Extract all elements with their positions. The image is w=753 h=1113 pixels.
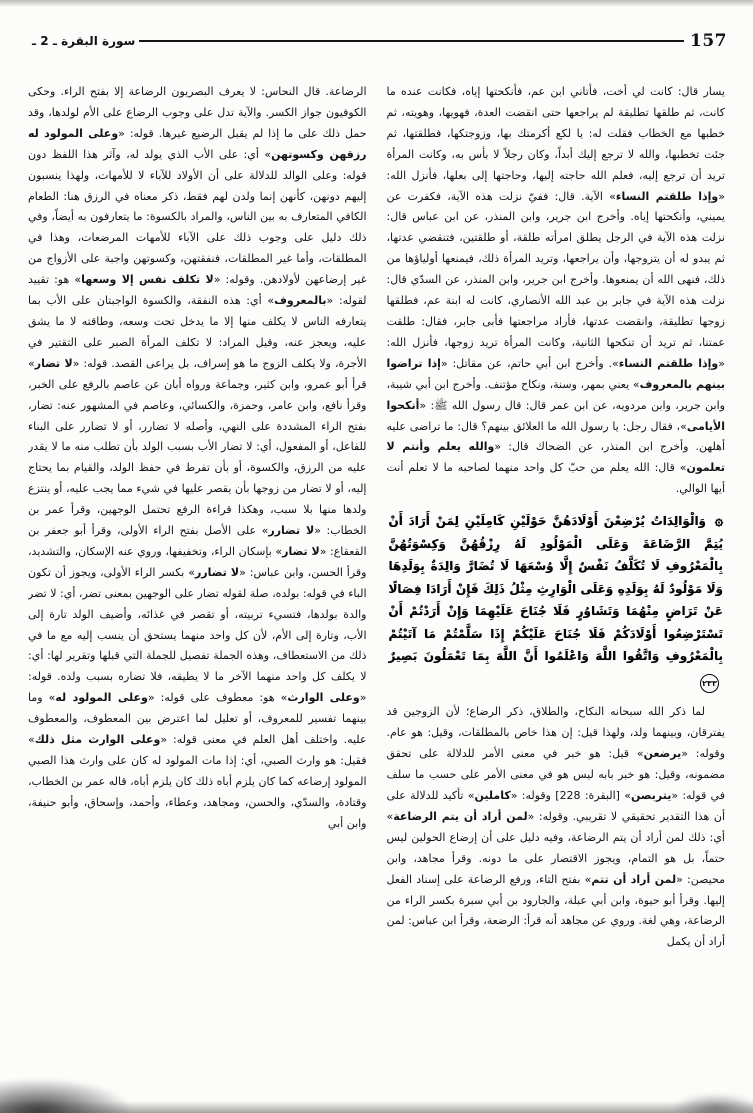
commentary-paragraph: يسار قال: كانت لي أخت، فأتاني ابن عم، فأنكحتها إياه، فكانت عنده ما كانت، ثم طلقها تطليقة لم يراجعها حتى انقضت العدة، فهويها، وهويته، ثم خطبها مع الخطاب فقلت له: يا لكع أكرمتك بها، وزوجتكها، فطلقتها، ثم جئت تخطبها، والله لا ترجع إليك أبداً، وكان رجلاً لا بأس به، وكانت المرأة تريد أن ترجع إليه، فعلم الله حاجته إليها، وحاجتها إلى بعلها، فأنزل الله: «وإذا طلقتم النساء» الآية. قال: ففيّ نزلت هذه الآية، فكفرت عن يميني، وأنكحتها إياه. وأخرج ابن جرير، وابن المنذر، عن ابن عباس قال: نزلت هذه الآية في الرجل يطلق امرأته طلقة، أو طلقتين، فتنقضي عدتها، ثم يبدو له أن يتزوجها، وأن يراجعها، وتريد المرأة ذلك، فيمنعها أولياؤها من ذلك، فنهى الله أن يمنعوها. وأخرج ابن جرير، وابن المنذر، عن السدّي قال: نزلت هذه الآية في جابر بن عبد الله الأنصاري، كانت له ابنة عم، فطلقها زوجها تطليقة، وانقضت عدتها، فأراد مراجعتها فأبى جابر، فقال: طلقت عمتنا، ثم تريد أن تنكحها الثانية، وكانت المرأة تريد زوجها، فأنزل الله: «وإذا طلقتم النساء». وأخرج ابن أبي حاتم، عن مقاتل: «إذا تراضوا بينهم بالمعروف» يعني بمهر، وسنة، ونكاح مؤتنف. وأخرج ابن أبي شيبة، وابن جرير، وابن مردويه، عن ابن عمر قال: قال رسول الله ﷺ: «أنكحوا الأيامى»، فقال رجل: يا رسول الله ما العلائق بينهم؟ قال: ما تراضى عليه أهلهن. وأخرج ابن المنذر، عن الضحاك قال: «والله يعلم وأنتم لا تعلمون» قال: الله يعلم من حبّ كل واحد منهما لصاحبه ما لا تعلم أنت أيها الوالي.	[386, 85, 725, 496]
page-number: 157	[690, 31, 727, 51]
text-columns	[28, 82, 725, 1089]
quran-verse-block	[389, 510, 724, 693]
commentary-paragraph: لما ذكر الله سبحانه النكاح، والطلاق، ذكر الرضاع؛ لأن الزوجين قد يفترقان، وبينهما ولد، ولهذا قيل: إن هذا خاص بالمطلقات، وقيل: هو عام. وقوله: «يرضعن» قيل: هو خبر في معنى الأمر للدلالة على تحقق مضمونه، وقيل: هو خبر بابه ليس هو في معنى الأمر على حسب ما سلف في قوله: «يتربصن» [البقرة: 228] وقوله: «كاملين» تأكيد للدلالة على أن هذا التقدير تحقيقي لا تقريبي. وقوله: «لمن أراد أن يتم الرضاعة» أي: ذلك لمن أراد أن يتم الرضاعة، وفيه دليل على أن إرضاع الحولين ليس حتماً، بل هو التمام، ويجوز الاقتصار على ما دونه. وقرأ مجاهد، وابن محيصن: «لمن أراد أن تتم» بفتح التاء، ورفع الرضاعة على إسناد الفعل إليها. وقرأ أبو حيوة، وابن أبي عبلة، والجارود بن أبي سبرة بكسر الراء من الرضاعة، وهي لغة. وروي عن مجاهد أنه قرأ: الرضعة، وقرأ ابن عباس: لمن أراد أن يكمل	[386, 705, 725, 949]
quran-verse-text: وَالْوَالِدَاتُ يُرْضِعْنَ أَوْلَادَهُنَّ حَوْلَيْنِ كَامِلَيْنِ لِمَنْ أَرَادَ أَنْ يُتِمَّ الرَّضَاعَةَ وَعَلَى الْمَوْلُودِ لَهُ رِزْقُهُنَّ وَكِسْوَتُهُنَّ بِالْمَعْرُوفِ لَا تُكَلَّفُ نَفْسٌ إِلَّا وُسْعَهَا لَا تُضَارَّ وَالِدَةٌ بِوَلَدِهَا وَلَا مَوْلُودٌ لَهُ بِوَلَدِهِ وَعَلَى الْوَارِثِ مِثْلُ ذَلِكَ فَإِنْ أَرَادَا فِصَالًا عَنْ تَرَاضٍ مِنْهُمَا وَتَشَاوُرٍ فَلَا جُنَاحَ عَلَيْهِمَا وَإِنْ أَرَدْتُمْ أَنْ تَسْتَرْضِعُوا أَوْلَادَكُمْ فَلَا جُنَاحَ عَلَيْكُمْ إِذَا سَلَّمْتُمْ مَا آتَيْتُمْ بِالْمَعْرُوفِ وَاتَّقُوا اللَّهَ وَاعْلَمُوا أَنَّ اللَّهَ بِمَا تَعْمَلُونَ بَصِيرٌ	[388, 514, 723, 664]
chapter-title: سورة البقرة ـ 2 ـ	[32, 34, 136, 48]
scan-bottom-shadow	[0, 1101, 753, 1113]
commentary-paragraph: الرضاعة. قال النحاس: لا يعرف البصريون الرضاعة إلا بفتح الراء. وحكى الكوفيون جواز الكسر. والآية تدل على وجوب الرضاع على الأم لولدها، وقد حمل ذلك على ما إذا لم يقبل الرضيع غيرها. قوله: «وعلى المولود له رزقهن وكسوتهن» أي: على الأب الذي يولد له، وآثر هذا اللفظ دون قوله: وعلى الوالد للدلالة على أن الأولاد للآباء لا للأمهات، ولهذا ينسبون إليهم دونهن، كأنهن إنما ولدن لهم فقط، ذكر معناه في الرزق هنا: الطعام الكافي المتعارف به بين الناس، والمراد بالكسوة: ما يتعارفون به أيضاً، وفي ذلك دليل على وجوب ذلك على الآباء للأمهات المرضعات، وهذا في المطلقات، وأما غير المطلقات، فنفقتهن، وكسوتهن واجبة على الأزواج من غير إرضاعهن لأولادهن. وقوله: «لا تكلف نفس إلا وسعها» هو: تقييد لقوله: «بالمعروف» أي: هذه النفقة، والكسوة الواجبتان على الأب بما يتعارفه الناس لا يكلف منها إلا ما يدخل تحت وسعه، وطاقته لا ما يشق عليه، ويعجز عنه، وقيل المراد: لا تكلف المرأة الصبر على التقتير في الأجرة، ولا يكلف الزوج ما هو إسراف، بل يراعى القصد. قوله: «لا تضار» قرأ أبو عمرو، وابن كثير، وجماعة ورواه أبان عن عاصم بالرفع على الخبر، وقرأ نافع، وابن عامر، وحمزة، والكسائي، وعاصم في المشهور عنه: تضار، بفتح الراء المشددة على النهي، وأصله لا تضارر، أو لا تضارر على البناء للفاعل، أو المفعول، أي: لا تضار الأب بسبب الولد بأن تطلب منه ما لا يقدر عليه من الرزق، والكسوة، أو بأن تفرط في حفظ الولد، والقيام بما يحتاج إليه، أو لا تضار من زوجها بأن يقصر عليها في شيء مما يجب عليه، أو ينتزع ولدها منها بلا سبب، وهكذا قراءة الرفع تحتمل الوجهين، وقرأ عمر بن الخطاب: «لا تضارر» على الأصل بفتح الراء الأولى، وقرأ أبو جعفر بن القعقاع: «لا تضار» بإسكان الراء، وتخفيفها، وروي عنه الإسكان، والتشديد، وقرأ الحسن، وابن عباس: «لا تضارر» بكسر الراء الأولى، ويجوز أن تكون الباء في قوله: بولده، صلة لقوله تضار على الوجهين بمعنى تضر، أي: لا تضر والدة بولدها، فتسيء تربيته، أو تقصر في غذائه، وأضيف الولد تارة إلى الأب، وتارة إلى الأم، لأن كل واحد منهما يستحق أن ينسب إليه مع ما في ذلك من الاستعطاف، وهذه الجملة تفصيل للجملة التي قبلها وتقرير لها: أي: لا يكلف كل واحد منهما الآخر ما لا يطيقه، فلا تضاره بسبب ولده. قوله: «وعلى الوارث» هو: معطوف على قوله: «وعلى المولود له» وما بينهما تفسير للمعروف، أو تعليل لما اعترض بين المعطوف، والمعطوف عليه. واختلف أهل العلم في معنى قوله: «وعلى الوارث مثل ذلك» فقيل: هو وارث الصبي، أي: إذا مات المولود له كان على وارث هذا الصبي المولود إرضاعه كما كان يلزم أباه ذلك كان يلزم أباه، قاله عمر بن الخطاب، وقتادة، والسدّي، والحسن، ومجاهد، وعطاء، وأحمد، وإسحاق، وأبو حنيفة، وابن أبي	[28, 85, 367, 830]
page-header	[28, 30, 727, 52]
scan-smudge-bottom-right	[671, 1093, 753, 1113]
header-rule	[139, 40, 684, 42]
rub-el-hizb-icon: ۞	[714, 513, 724, 530]
ayah-number-badge: ٢٣٣	[700, 674, 719, 693]
column-left	[28, 82, 367, 1089]
column-right	[387, 82, 726, 1089]
